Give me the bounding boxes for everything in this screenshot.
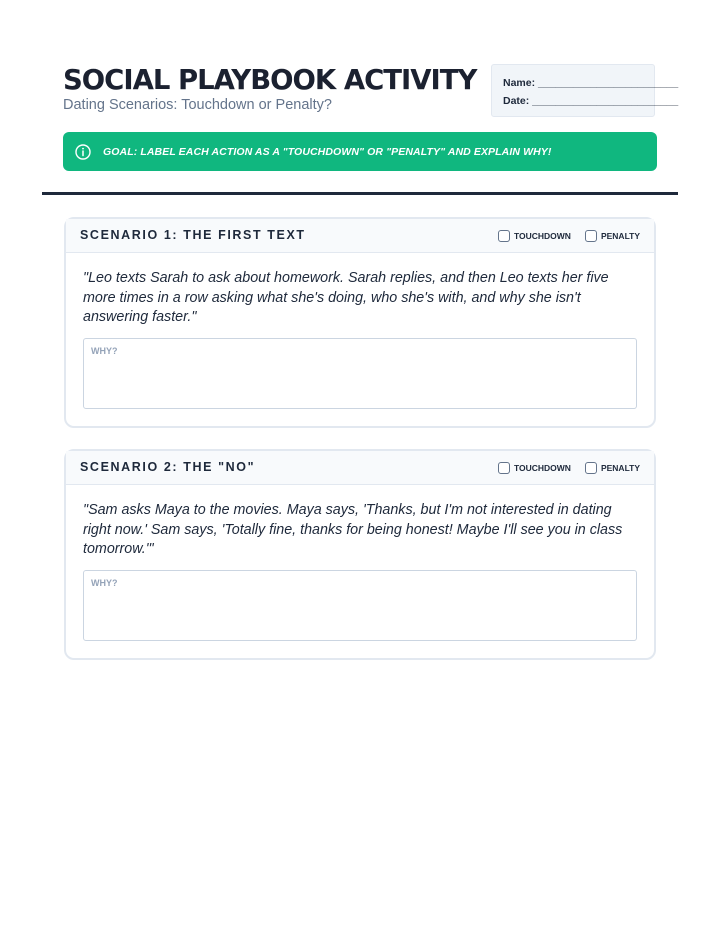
- touchdown-checkbox[interactable]: [498, 462, 510, 474]
- why-answer-box[interactable]: [83, 570, 637, 641]
- penalty-label: PENALTY: [600, 230, 640, 241]
- penalty-label: PENALTY: [600, 462, 640, 473]
- scenario-title: SCENARIO 1: THE FIRST TEXT: [80, 228, 306, 242]
- scenario-header: [66, 219, 654, 253]
- touchdown-option[interactable]: [498, 462, 571, 474]
- scenario-options: [484, 219, 640, 252]
- name-date-box: [491, 64, 679, 117]
- touchdown-checkbox[interactable]: [498, 230, 510, 242]
- name-field[interactable]: Name: ________________________: [503, 77, 679, 89]
- why-label: WHY?: [91, 578, 118, 588]
- info-circle-icon: [75, 144, 91, 160]
- worksheet-header: [63, 64, 679, 120]
- penalty-option[interactable]: [585, 462, 640, 474]
- page-subtitle: Dating Scenarios: Touchdown or Penalty?: [63, 97, 332, 113]
- touchdown-option[interactable]: [498, 230, 571, 242]
- scenario-text: "Leo texts Sarah to ask about homework. Sarah replies, and then Leo texts her five more times in a row asking what she's doing, who she's with, and why she isn't answering faster.": [83, 270, 609, 325]
- scenario-header: [66, 451, 654, 485]
- touchdown-label: TOUCHDOWN: [513, 462, 571, 473]
- goal-banner: [63, 132, 657, 171]
- touchdown-label: TOUCHDOWN: [513, 230, 571, 241]
- date-field[interactable]: Date: _________________________: [503, 95, 679, 107]
- scenario-card-2: [64, 449, 656, 660]
- penalty-checkbox[interactable]: [585, 230, 597, 242]
- scenario-card-1: [64, 217, 656, 428]
- scenario-text: "Sam asks Maya to the movies. Maya says, 'Thanks, but I'm not interested in dating right now.' Sam says, 'Totally fine, thanks for being honest! Maybe I'll see you in class tomorrow.'": [83, 502, 623, 557]
- goal-text: GOAL: LABEL EACH ACTION AS A "TOUCHDOWN" OR "PENALTY" AND EXPLAIN WHY!: [103, 145, 552, 158]
- why-label: WHY?: [91, 346, 118, 356]
- penalty-option[interactable]: [585, 230, 640, 242]
- penalty-checkbox[interactable]: [585, 462, 597, 474]
- scenario-options: [484, 451, 640, 484]
- why-answer-box[interactable]: [83, 338, 637, 409]
- section-divider: [42, 192, 678, 195]
- page-title: SOCIAL PLAYBOOK ACTIVITY: [63, 64, 477, 96]
- scenario-title: SCENARIO 2: THE "NO": [80, 460, 256, 474]
